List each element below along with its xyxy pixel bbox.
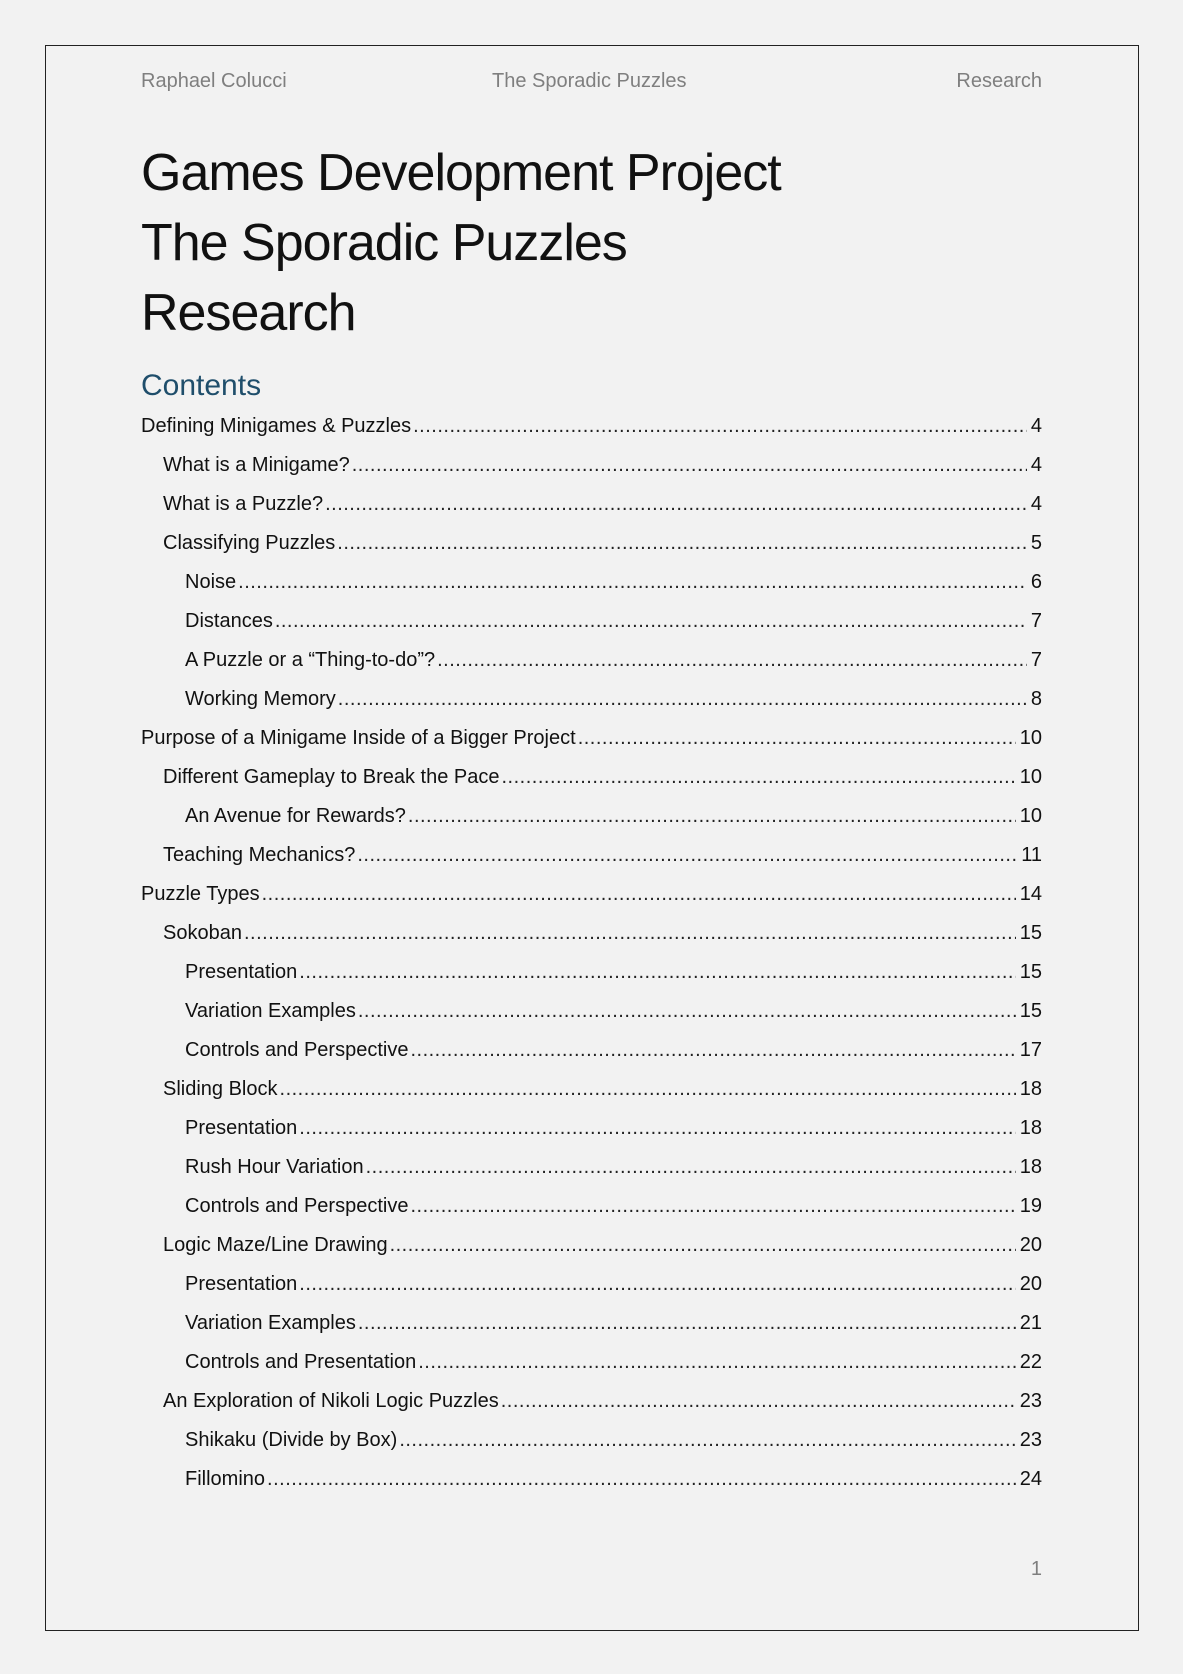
title-line-1: Games Development Project xyxy=(141,144,781,202)
toc-dot-leader xyxy=(390,1232,1016,1258)
toc-dot-leader xyxy=(501,764,1015,790)
toc-entry[interactable] xyxy=(141,881,1042,920)
toc-entry-title: An Exploration of Nikoli Logic Puzzles xyxy=(163,1390,499,1412)
toc-dot-leader xyxy=(410,1037,1015,1063)
toc-dot-leader xyxy=(244,920,1016,946)
toc-dot-leader xyxy=(267,1466,1016,1492)
table-of-contents xyxy=(141,413,1042,1505)
toc-entry[interactable] xyxy=(141,647,1042,686)
toc-dot-leader xyxy=(501,1388,1016,1414)
toc-entry[interactable] xyxy=(141,608,1042,647)
toc-dot-leader xyxy=(358,998,1016,1024)
toc-dot-leader xyxy=(337,530,1027,556)
toc-entry-title: Controls and Perspective xyxy=(185,1195,409,1217)
toc-entry-page: 11 xyxy=(1021,844,1042,866)
toc-dot-leader xyxy=(418,1349,1016,1375)
toc-dot-leader xyxy=(366,1154,1016,1180)
toc-entry-page: 4 xyxy=(1030,454,1042,476)
toc-entry-title: Presentation xyxy=(185,1273,298,1295)
toc-entry-title: Logic Maze/Line Drawing xyxy=(163,1234,388,1256)
toc-entry[interactable] xyxy=(141,1076,1042,1115)
toc-entry-page: 6 xyxy=(1030,571,1042,593)
toc-entry-title: Sokoban xyxy=(163,922,242,944)
title-line-2: The Sporadic Puzzles xyxy=(141,214,627,272)
toc-dot-leader xyxy=(410,1193,1015,1219)
header-project: The Sporadic Puzzles xyxy=(492,70,687,92)
toc-dot-leader xyxy=(578,725,1016,751)
toc-entry-page: 23 xyxy=(1019,1429,1042,1451)
toc-entry[interactable] xyxy=(141,725,1042,764)
toc-entry-title: An Avenue for Rewards? xyxy=(185,805,406,827)
toc-entry-page: 7 xyxy=(1030,649,1042,671)
toc-entry-title: Variation Examples xyxy=(185,1000,356,1022)
toc-entry-title: Noise xyxy=(185,571,237,593)
toc-dot-leader xyxy=(238,569,1027,595)
toc-entry-page: 15 xyxy=(1019,922,1042,944)
running-header xyxy=(141,70,1042,96)
toc-entry[interactable] xyxy=(141,803,1042,842)
toc-entry-title: Shikaku (Divide by Box) xyxy=(185,1429,398,1451)
toc-entry[interactable] xyxy=(141,1115,1042,1154)
toc-entry[interactable] xyxy=(141,413,1042,452)
toc-entry-page: 23 xyxy=(1019,1390,1042,1412)
toc-entry[interactable] xyxy=(141,530,1042,569)
toc-dot-leader xyxy=(413,413,1027,439)
toc-entry-page: 10 xyxy=(1019,805,1042,827)
toc-entry-page: 8 xyxy=(1030,688,1042,710)
toc-entry-page: 24 xyxy=(1019,1468,1042,1490)
toc-entry-title: Presentation xyxy=(185,1117,298,1139)
toc-entry-page: 19 xyxy=(1019,1195,1042,1217)
toc-entry[interactable] xyxy=(141,1271,1042,1310)
toc-entry[interactable] xyxy=(141,959,1042,998)
toc-entry[interactable] xyxy=(141,1427,1042,1466)
toc-entry-title: Controls and Perspective xyxy=(185,1039,409,1061)
toc-entry-title: Controls and Presentation xyxy=(185,1351,417,1373)
toc-entry-page: 18 xyxy=(1019,1156,1042,1178)
toc-entry[interactable] xyxy=(141,842,1042,881)
toc-entry[interactable] xyxy=(141,569,1042,608)
toc-entry[interactable] xyxy=(141,1037,1042,1076)
toc-dot-leader xyxy=(275,608,1027,634)
toc-entry-title: Puzzle Types xyxy=(141,883,260,905)
toc-entry-page: 22 xyxy=(1019,1351,1042,1373)
toc-entry[interactable] xyxy=(141,920,1042,959)
toc-entry[interactable] xyxy=(141,1310,1042,1349)
toc-entry-title: What is a Puzzle? xyxy=(163,493,324,515)
toc-entry[interactable] xyxy=(141,1349,1042,1388)
toc-entry-title: Variation Examples xyxy=(185,1312,356,1334)
toc-entry-page: 10 xyxy=(1019,727,1042,749)
toc-dot-leader xyxy=(262,881,1016,907)
toc-entry[interactable] xyxy=(141,1154,1042,1193)
toc-entry-page: 7 xyxy=(1030,610,1042,632)
toc-entry[interactable] xyxy=(141,491,1042,530)
toc-entry-page: 17 xyxy=(1019,1039,1042,1061)
toc-entry[interactable] xyxy=(141,686,1042,725)
toc-entry-page: 21 xyxy=(1019,1312,1042,1334)
page-number: 1 xyxy=(1030,1558,1042,1580)
toc-dot-leader xyxy=(299,1271,1015,1297)
contents-heading: Contents xyxy=(141,369,262,402)
toc-dot-leader xyxy=(408,803,1016,829)
toc-entry-page: 18 xyxy=(1019,1078,1042,1100)
toc-entry[interactable] xyxy=(141,1388,1042,1427)
toc-entry-title: Defining Minigames & Puzzles xyxy=(141,415,412,437)
toc-dot-leader xyxy=(399,1427,1015,1453)
toc-entry-page: 20 xyxy=(1019,1234,1042,1256)
header-section: Research xyxy=(956,70,1042,92)
toc-entry[interactable] xyxy=(141,764,1042,803)
toc-entry-page: 15 xyxy=(1019,961,1042,983)
toc-dot-leader xyxy=(352,452,1027,478)
toc-entry-page: 14 xyxy=(1019,883,1042,905)
toc-entry-page: 10 xyxy=(1019,766,1042,788)
header-author: Raphael Colucci xyxy=(141,70,287,92)
toc-entry-title: Working Memory xyxy=(185,688,336,710)
toc-dot-leader xyxy=(357,842,1017,868)
toc-dot-leader xyxy=(299,959,1015,985)
toc-entry-title: Presentation xyxy=(185,961,298,983)
toc-entry[interactable] xyxy=(141,1466,1042,1505)
toc-entry-title: Different Gameplay to Break the Pace xyxy=(163,766,500,788)
title-line-3: Research xyxy=(141,284,356,342)
toc-entry-title: Teaching Mechanics? xyxy=(163,844,356,866)
toc-entry-title: Fillomino xyxy=(185,1468,266,1490)
toc-dot-leader xyxy=(437,647,1027,673)
toc-entry-title: Sliding Block xyxy=(163,1078,278,1100)
toc-entry-title: Purpose of a Minigame Inside of a Bigger Project xyxy=(141,727,576,749)
document-title xyxy=(141,138,781,348)
toc-dot-leader xyxy=(325,491,1027,517)
toc-entry-page: 15 xyxy=(1019,1000,1042,1022)
toc-dot-leader xyxy=(358,1310,1016,1336)
toc-entry[interactable] xyxy=(141,998,1042,1037)
toc-entry-title: Classifying Puzzles xyxy=(163,532,336,554)
toc-entry-page: 18 xyxy=(1019,1117,1042,1139)
toc-entry-page: 4 xyxy=(1030,493,1042,515)
toc-entry-title: Rush Hour Variation xyxy=(185,1156,364,1178)
toc-entry[interactable] xyxy=(141,452,1042,491)
toc-entry-title: Distances xyxy=(185,610,273,632)
toc-entry-title: What is a Minigame? xyxy=(163,454,350,476)
toc-dot-leader xyxy=(338,686,1027,712)
toc-dot-leader xyxy=(280,1076,1016,1102)
toc-entry-title: A Puzzle or a “Thing-to-do”? xyxy=(185,649,436,671)
toc-entry-page: 5 xyxy=(1030,532,1042,554)
toc-dot-leader xyxy=(299,1115,1015,1141)
toc-entry-page: 4 xyxy=(1030,415,1042,437)
toc-entry[interactable] xyxy=(141,1193,1042,1232)
toc-entry-page: 20 xyxy=(1019,1273,1042,1295)
toc-entry[interactable] xyxy=(141,1232,1042,1271)
